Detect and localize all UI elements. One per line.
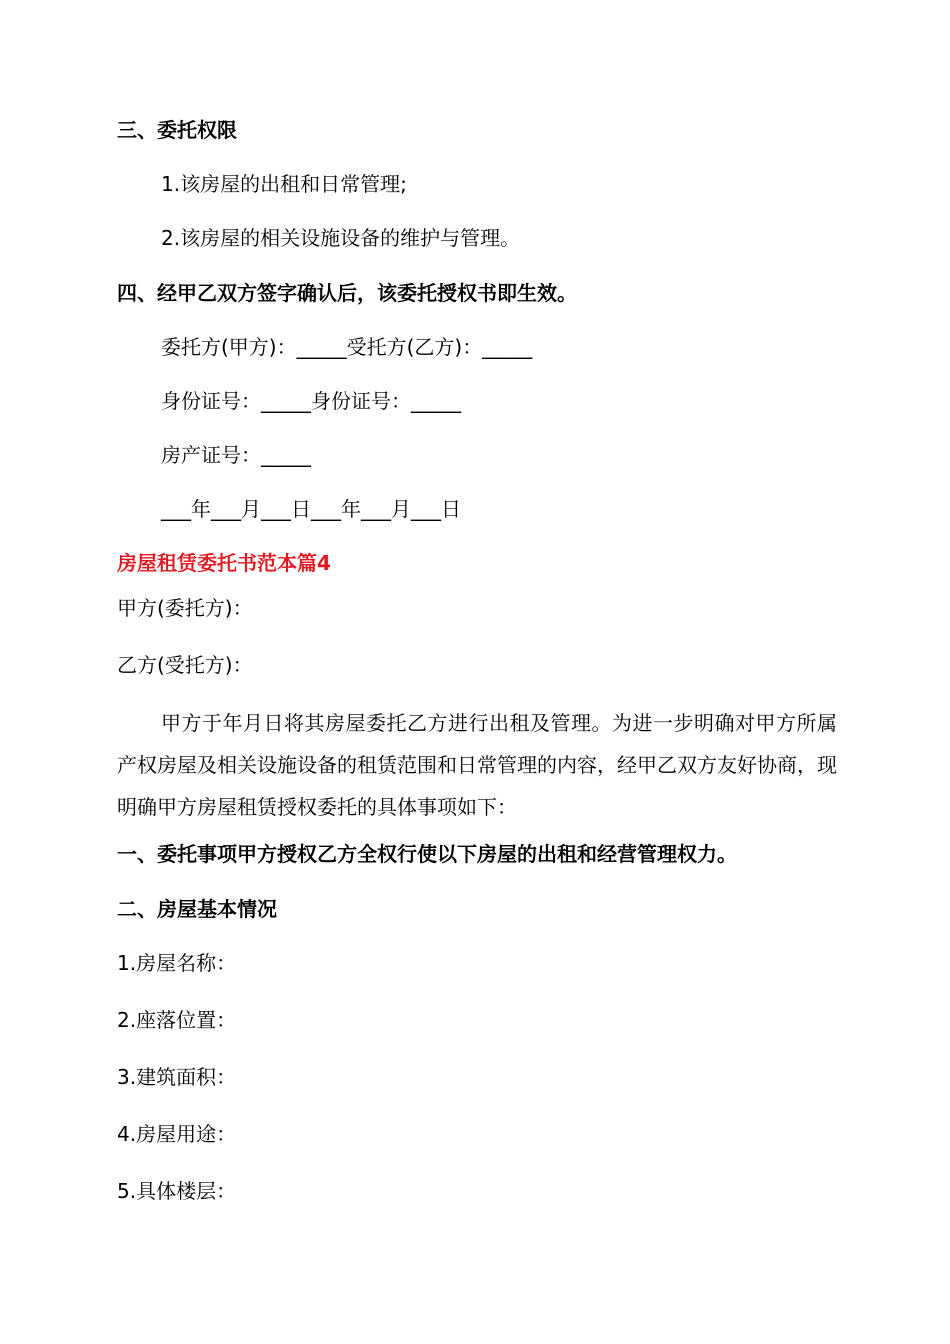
field-house-name: 1.房屋名称：: [117, 951, 237, 975]
section-heading-authority: 三、委托权限: [117, 118, 237, 142]
id-number-line: 身份证号：_____身份证号：_____: [161, 389, 461, 413]
field-usage: 4.房屋用途：: [117, 1122, 237, 1146]
signature-parties-line: 委托方(甲方)：_____受托方(乙方)：_____: [161, 335, 533, 359]
authority-item-1: 1.该房屋的出租和日常管理;: [161, 172, 407, 196]
party-a-line: 甲方(委托方)：: [117, 596, 253, 620]
article-title: 房屋租赁委托书范本篇4: [117, 551, 331, 575]
date-line: ___年___月___日___年___月___日: [161, 497, 461, 521]
field-floor-area: 3.建筑面积：: [117, 1065, 237, 1089]
authority-item-2: 2.该房屋的相关设施设备的维护与管理。: [161, 226, 521, 250]
property-cert-line: 房产证号：_____: [161, 443, 311, 467]
clause-heading-1: 一、委托事项甲方授权乙方全权行使以下房屋的出租和经营管理权力。: [117, 842, 737, 866]
intro-paragraph: 甲方于年月日将其房屋委托乙方进行出租及管理。为进一步明确对甲方所属产权房屋及相关设施设备的租赁范围和日常管理的内容，经甲乙双方友好协商，现明确甲方房屋租赁授权委托的具体事项如下：: [117, 711, 837, 819]
clause-heading-2: 二、房屋基本情况: [117, 897, 277, 921]
section-heading-effective: 四、经甲乙双方签字确认后，该委托授权书即生效。: [117, 281, 577, 305]
field-location: 2.座落位置：: [117, 1008, 237, 1032]
party-b-line: 乙方(受托方)：: [117, 653, 253, 677]
field-floor: 5.具体楼层：: [117, 1179, 237, 1203]
